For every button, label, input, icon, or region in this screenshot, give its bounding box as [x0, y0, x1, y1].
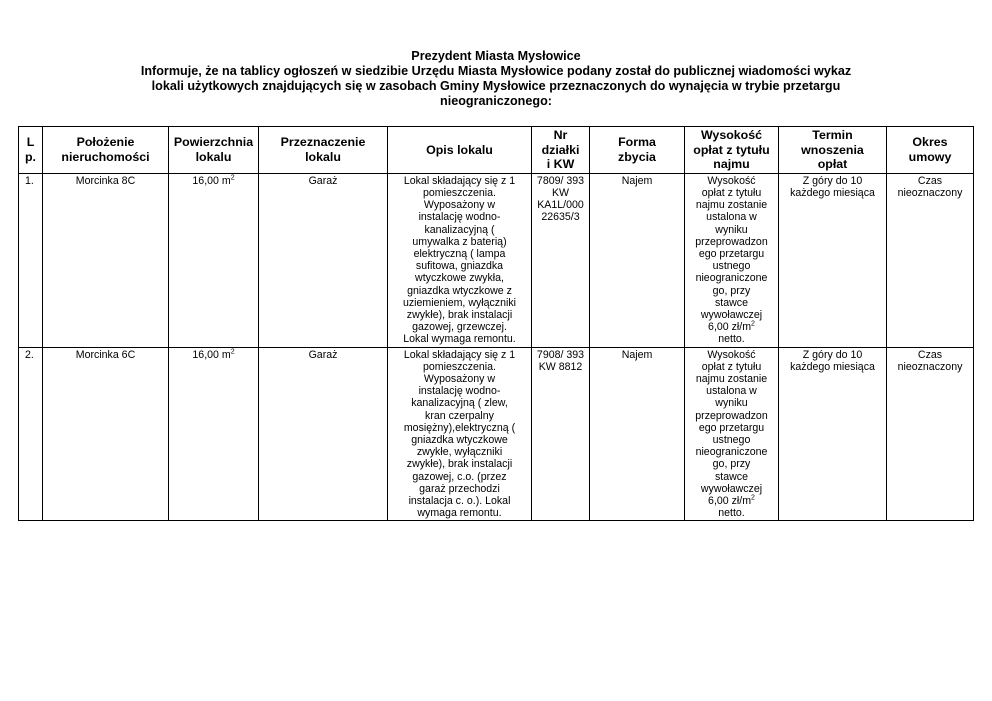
header-contract-period: Okres umowy: [887, 127, 974, 174]
cell-location: Morcinka 6C: [43, 347, 169, 521]
header-location: Położenie nieruchomości: [43, 127, 169, 174]
cell-description: Lokal składający się z 1 pomieszczenia. Wyposażony w instalację wodno- kanalizacyjną ( zlew, kran czerpalny mosiężny),elektryczną ( gniazdka wtyczkowe zwykłe, wyłączniki zwykłe), brak instalacji gazowej, c.o. (przez garaż przechodzi instalacja c. o.). Lokal wymaga remontu.: [388, 347, 532, 521]
table-row: [19, 173, 974, 347]
cell-contract-period: Czas nieoznaczony: [887, 173, 974, 347]
header-disposal-form: Forma zbycia: [590, 127, 685, 174]
header-purpose: Przeznaczenie lokalu: [259, 127, 388, 174]
table-row: [19, 347, 974, 521]
cell-purpose: Garaż: [259, 347, 388, 521]
cell-payment-term: Z góry do 10 każdego miesiąca: [779, 173, 887, 347]
heading-line-2: Informuje, że na tablicy ogłoszeń w siedzibie Urzędu Miasta Mysłowice podany został do publicznej wiadomości wykaz: [140, 64, 852, 78]
cell-lp: 2.: [19, 347, 43, 521]
cell-disposal-form: Najem: [590, 347, 685, 521]
cell-contract-period: Czas nieoznaczony: [887, 347, 974, 521]
cell-plot-number: 7809/ 393 KW KA1L/000 22635/3: [532, 173, 590, 347]
header-rent-amount: Wysokość opłat z tytułu najmu: [685, 127, 779, 174]
cell-description: Lokal składający się z 1 pomieszczenia. Wyposażony w instalację wodno- kanalizacyjną ( umywalka z baterią) elektryczną ( lampa sufitowa, gniazdka wtyczkowe zwykła, gniazdka wtyczkowe z uziemieniem, wyłączniki zwykłe), brak instalacji gazowej, grzewczej. Lokal wymaga remontu.: [388, 173, 532, 347]
announcement-heading: [60, 49, 932, 109]
heading-line-3: lokali użytkowych znajdujących się w zasobach Gminy Mysłowice przeznaczonych do wynajęcia w trybie przetargu: [151, 79, 841, 93]
cell-payment-term: Z góry do 10 każdego miesiąca: [779, 347, 887, 521]
cell-lp: 1.: [19, 173, 43, 347]
header-lp: L p.: [19, 127, 43, 174]
cell-plot-number: 7908/ 393 KW 8812: [532, 347, 590, 521]
premises-table: [18, 126, 974, 521]
cell-rent-amount: Wysokość opłat z tytułu najmu zostanie ustalona w wyniku przeprowadzon ego przetargu ustnego nieograniczone go, przy stawce wywoławczej 6,00 $zł/m^2$ netto.: [685, 173, 779, 347]
cell-purpose: Garaż: [259, 173, 388, 347]
cell-location: Morcinka 8C: [43, 173, 169, 347]
header-payment-term: Termin wnoszenia opłat: [779, 127, 887, 174]
cell-rent-amount: Wysokość opłat z tytułu najmu zostanie ustalona w wyniku przeprowadzon ego przetargu ustnego nieograniczone go, przy stawce wywoławczej 6,00 $zł/m^2$ netto.: [685, 347, 779, 521]
heading-line-4: nieograniczonego:: [440, 94, 552, 108]
cell-area: 16,00 $m^2$: [169, 347, 259, 521]
header-plot-number: Nr działki i KW: [532, 127, 590, 174]
header-description: Opis lokalu: [388, 127, 532, 174]
header-area: Powierzchnia lokalu: [169, 127, 259, 174]
cell-area: 16,00 $m^2$: [169, 173, 259, 347]
table-header-row: [19, 127, 974, 174]
cell-disposal-form: Najem: [590, 173, 685, 347]
heading-title: Prezydent Miasta Mysłowice: [411, 49, 581, 63]
